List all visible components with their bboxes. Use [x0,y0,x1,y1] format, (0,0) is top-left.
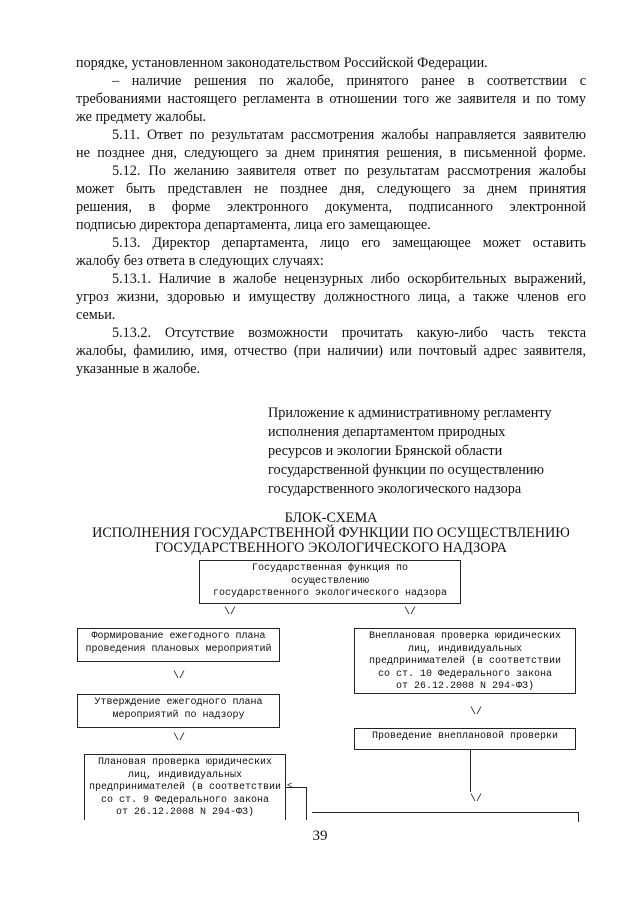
flow-box-partial-side [578,812,579,822]
body-line: жалобу без ответа в следующих случаях: [76,253,324,269]
flow-box-approval [77,694,280,728]
box-line: мероприятий по надзору [112,709,245,721]
scheme-title: БЛОК-СХЕМА [284,510,378,526]
appendix-line: исполнения департаментом природных [268,424,506,440]
body-line: подписью директора департамента, лица его замещающее. [76,217,431,233]
body-line: требованиями настоящего регламента в отношении того же заявителя и по тому [76,91,586,107]
flow-box-conduct-unplanned [354,728,576,750]
body-line: 5.11. Ответ по результатам рассмотрения жалобы направляется заявителю [112,127,586,143]
box-line: Утверждение ежегодного плана [94,697,263,708]
arrow-left-icon: < [287,781,293,791]
body-line: же предмету жалобы. [76,109,207,125]
flow-box-annual-plan [77,628,280,662]
body-line: указанные в жалобе. [76,361,201,377]
box-line: от 26.12.2008 N 294-ФЗ) [395,681,535,692]
box-line: проведения плановых мероприятий [85,643,272,655]
flow-box-top [199,560,461,604]
flow-arrow: \/ [173,671,186,682]
appendix-line: государственного экологического надзора [268,481,522,497]
appendix-line: Приложение к административному регламенту [268,405,552,421]
box-line: со ст. 9 Федерального закона [100,794,270,806]
scheme-title: ГОСУДАРСТВЕННОГО ЭКОЛОГИЧЕСКОГО НАДЗОРА [155,540,507,556]
box-line: лиц, индивидуальных [127,769,243,781]
box-line: государственного экологического надзора [212,588,448,599]
box-line: лиц, индивидуальных [407,643,523,655]
body-line: семьи. [76,307,116,323]
box-line: от 26.12.2008 N 294-ФЗ) [115,807,255,818]
appendix-line: государственной функции по осуществлению [268,462,545,478]
box-line: предпринимателей (в соответствии [88,782,282,793]
box-line: Проведение внеплановой проверки [371,731,559,742]
flow-arrow: \/ [173,733,186,744]
scheme-title: ИСПОЛНЕНИЯ ГОСУДАРСТВЕННОЙ ФУНКЦИИ ПО ОСУЩЕСТВЛЕНИЮ [92,525,570,541]
box-line: Внеплановая проверка юридических [368,631,562,642]
appendix-line: ресурсов и экологии Брянской области [268,443,503,459]
flow-arrow: \/ [470,794,483,805]
body-line: 5.13.1. Наличие в жалобе нецензурных либо оскорбительных выражений, [112,271,586,287]
connector-line [470,750,471,792]
box-line: Государственная функция по [251,563,409,574]
flow-box-unplanned [354,628,576,694]
box-line: осуществлению [290,575,369,587]
flow-arrow: \/ [470,707,483,718]
body-line: 5.13. Директор департамента, лицо его замещающее может оставить [112,235,586,251]
body-line: жалобы, фамилию, имя, отчество (при наличии) или почтовый адрес заявителя, [76,343,586,359]
body-line: 5.13.2. Отсутствие возможности прочитать какую-либо часть текста [112,325,586,341]
flow-box-partial-top [312,812,578,813]
box-line: Плановая проверка юридических [97,757,273,768]
body-line: – наличие решения по жалобе, принятого ранее в соответствии с [112,73,586,89]
flow-box-planned [84,754,286,820]
body-line: может быть представлен не позднее дня, следующего за днем принятия [76,181,586,197]
connector-line [306,787,307,820]
page-number: 39 [312,828,328,844]
body-line: не позднее дня, следующего за днем принятия решения, в письменной форме. [76,145,586,161]
body-line: порядке, установленном законодательством Российской Федерации. [76,55,488,71]
flow-arrow: \/ [404,607,417,618]
box-line: Формирование ежегодного плана [91,631,266,642]
body-line: угроз жизни, здоровью и имуществу должностного лица, а также членов его [76,289,586,305]
box-line: со ст. 10 Федерального закона [377,668,553,680]
body-line: 5.12. По желанию заявителя ответ по результатам рассмотрения жалобы [112,163,586,179]
flow-arrow: \/ [224,607,237,618]
body-line: решения, в форме электронного документа, подписанного электронной [76,199,586,215]
box-line: предпринимателей (в соответствии [368,656,562,667]
